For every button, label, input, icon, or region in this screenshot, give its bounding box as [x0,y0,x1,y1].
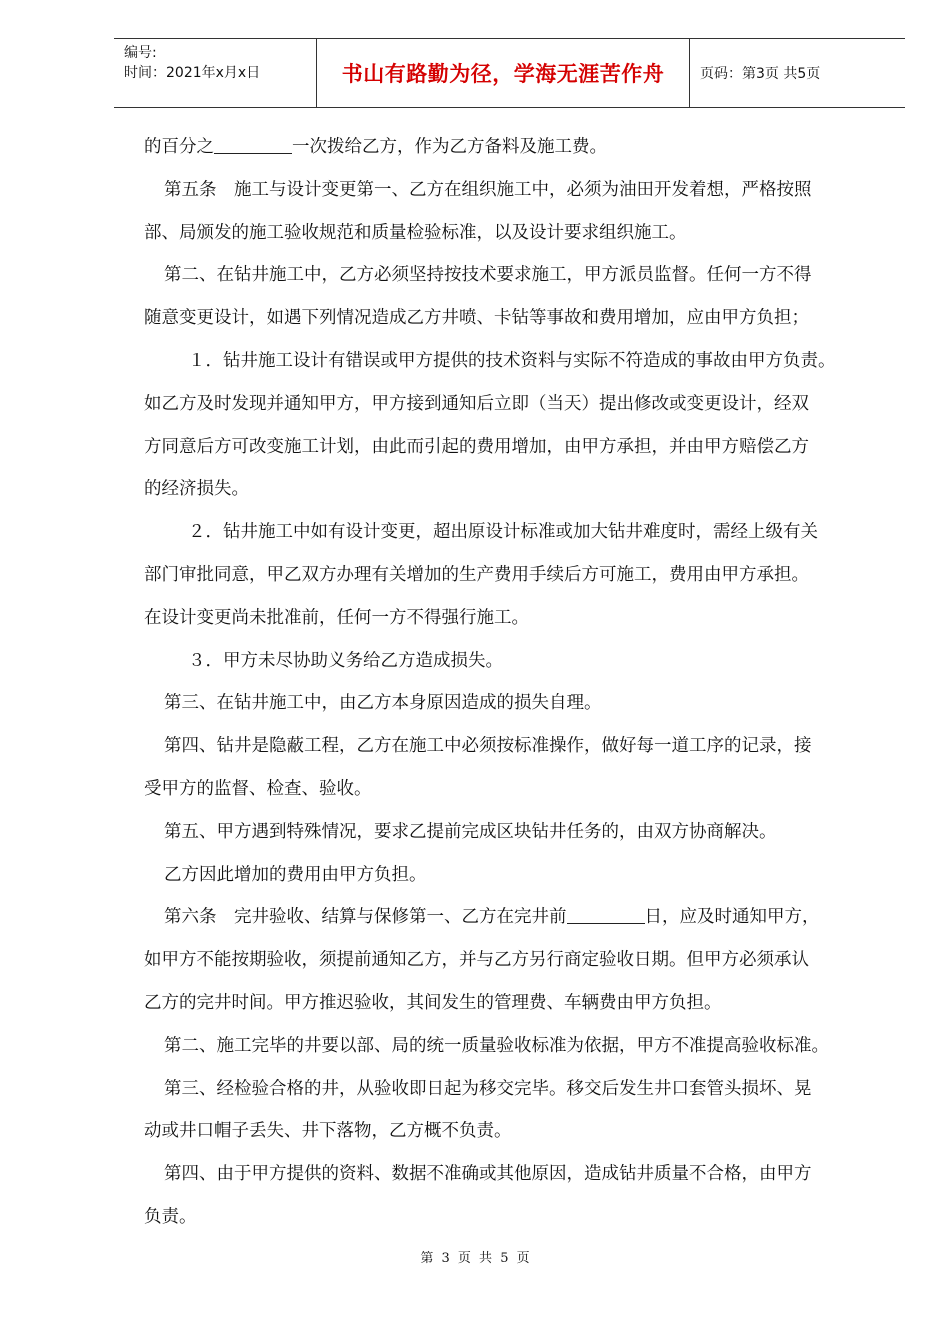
fill-in-blank [214,135,292,154]
page-footer: 第 3 页 共 5 页 [420,1251,530,1266]
article-six-heading: 第六条 完井验收、结算与保修第一、乙方在完井前 日，应及时通知甲方， [164,907,820,928]
list-item-1: １．钻井施工设计有错误或甲方提供的技术资料与实际不符造成的事故由甲方负责。 [188,350,836,371]
header-page-info: 页码：第3页 共5页 [700,66,821,82]
page-header [114,38,905,108]
header-motto: 书山有路勤为径，学海无涯苦作舟 [316,39,690,107]
list-item-2: ２．钻井施工中如有设计变更，超出原设计标准或加大钻井难度时，需经上级有关 [188,522,818,543]
date-label: 时间：2021年x月x日 [124,65,261,81]
paragraph-line: 第二、施工完毕的井要以部、局的统一质量验收标准为依据，甲方不准提高验收标准。 [164,1035,829,1056]
document-body [144,126,884,1239]
paragraph-line: 方同意后方可改变施工计划，由此而引起的费用增加，由甲方承担，并由甲方赔偿乙方 [144,436,809,457]
paragraph-line: 第三、经检验合格的井，从验收即日起为移交完毕。移交后发生井口套管头损坏、晃 [164,1078,812,1099]
paragraph-line: 第四、钻井是隐蔽工程，乙方在施工中必须按标准操作，做好每一道工序的记录，接 [164,736,812,757]
paragraph-line: 的百分之 一次拨给乙方，作为乙方备料及施工费。 [144,137,607,157]
paragraph-line: 如乙方及时发现并通知甲方，甲方接到通知后立即（当天）提出修改或变更设计，经双 [144,393,809,414]
paragraph-line: 动或井口帽子丢失、井下落物，乙方概不负责。 [144,1121,512,1142]
fill-in-blank [567,905,645,924]
paragraph-line: 负责。 [144,1206,197,1227]
paragraph-line: 第三、在钻井施工中，由乙方本身原因造成的损失自理。 [164,693,602,714]
paragraph-line: 随意变更设计，如遇下列情况造成乙方井喷、卡钻等事故和费用增加，应由甲方负担； [144,308,809,329]
paragraph-line: 乙方因此增加的费用由甲方负担。 [164,864,427,885]
paragraph-line: 第二、在钻井施工中，乙方必须坚持按技术要求施工，甲方派员监督。任何一方不得 [164,265,812,286]
header-meta [114,39,316,107]
serial-number-label: 编号: [124,45,157,61]
paragraph-line: 乙方的完井时间。甲方推迟验收，其间发生的管理费、车辆费由甲方负担。 [144,992,722,1013]
list-item-3: ３．甲方未尽协助义务给乙方造成损失。 [188,650,503,671]
article-five-heading: 第五条 施工与设计变更第一、乙方在组织施工中，必须为油田开发着想，严格按照 [164,179,812,200]
paragraph-line: 第五、甲方遇到特殊情况，要求乙提前完成区块钻井任务的，由双方协商解决。 [164,821,777,842]
paragraph-line: 受甲方的监督、检查、验收。 [144,778,372,799]
paragraph-line: 部、局颁发的施工验收规范和质量检验标准，以及设计要求组织施工。 [144,222,687,243]
paragraph-line: 部门审批同意，甲乙双方办理有关增加的生产费用手续后方可施工，费用由甲方承担。 [144,564,809,585]
paragraph-line: 如甲方不能按期验收，须提前通知乙方，并与乙方另行商定验收日期。但甲方必须承认 [144,950,809,971]
paragraph-line: 第四、由于甲方提供的资料、数据不准确或其他原因，造成钻井质量不合格，由甲方 [164,1164,812,1185]
paragraph-line: 在设计变更尚未批准前，任何一方不得强行施工。 [144,607,529,628]
paragraph-line: 的经济损失。 [144,479,249,500]
